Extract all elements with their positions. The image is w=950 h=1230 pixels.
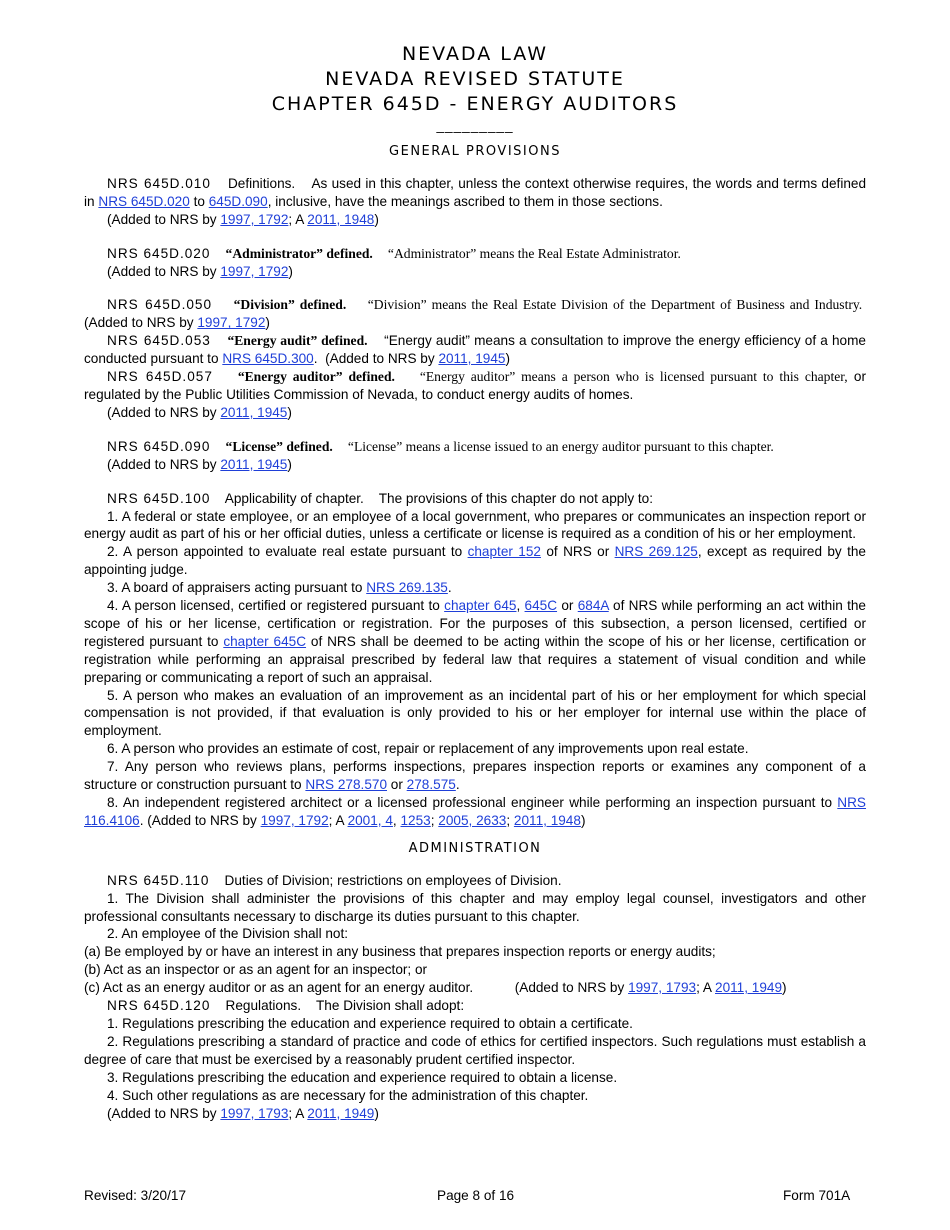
nrs-645d-057: NRS 645D.057 “Energy auditor” defined. “Energy auditor” means a person who is licensed pursuant to this chapter, or regulated by the Public Utilities Commission of Nevada, to conduct energy audits of homes. (84, 369, 866, 402)
history-645d-120: (Added to NRS by 1997, 1793; A 2011, 1949) (107, 1105, 379, 1121)
nrs-645d-120-item-1: 1. Regulations prescribing the education and experience required to obtain a certificate. (107, 1015, 633, 1031)
section-heading-administration: ADMINISTRATION (408, 840, 542, 856)
document-title (84, 42, 866, 117)
nrs-645d-053: NRS 645D.053 “Energy audit” defined. “Energy audit” means a consultation to improve the energy efficiency of a home conducted pursuant to NRS 645D.300. (Added to NRS by 2011, 1945) (84, 333, 866, 367)
link-chapter-152[interactable]: chapter 152 (467, 544, 541, 560)
history-645d-020: (Added to NRS by 1997, 1792) (107, 263, 293, 279)
nrs-645d-100-item-3: 3. A board of appraisers acting pursuant to NRS 269.135. (107, 580, 452, 596)
history-645d-057: (Added to NRS by 2011, 1945) (107, 404, 292, 420)
link-2011-1945[interactable]: 2011, 1945 (220, 404, 288, 420)
link-278-575[interactable]: 278.575 (406, 777, 456, 793)
title-line-2: NEVADA REVISED STATUTE (325, 68, 625, 90)
link-chapter-645c[interactable]: chapter 645C (223, 633, 307, 649)
nrs-645d-100-item-4: 4. A person licensed, certified or registered pursuant to chapter 645, 645C or 684A of NRS while performing an act within the scope of his or her license, certification or registration. For the purposes of this subsection, a person licensed, certified or registered pursuant to chapter 645C of NRS shall be deemed to be acting within the scope of his or her license, certification or registration while performing an appraisal prescribed by federal law that requires a statement of visual condition and while preparing or communicating a report of such an appraisal. (84, 598, 866, 685)
link-1997-1793[interactable]: 1997, 1793 (220, 1105, 289, 1121)
nrs-645d-100: NRS 645D.100 Applicability of chapter. The provisions of this chapter do not apply to: (107, 490, 654, 506)
link-645c[interactable]: 645C (524, 598, 558, 614)
footer-page-number: Page 8 of 16 (437, 1188, 515, 1203)
link-nrs-645d-300[interactable]: NRS 645D.300 (222, 351, 314, 367)
nrs-645d-100-item-6: 6. A person who provides an estimate of cost, repair or replacement of any improvements upon real estate. (107, 741, 749, 757)
link-nrs-116-4106[interactable]: NRS 116.4106 (84, 795, 866, 828)
history-645d-090: (Added to NRS by 2011, 1945) (107, 456, 292, 472)
nrs-645d-100-item-7: 7. Any person who reviews plans, performs inspections, prepares inspection reports or examines any component of a structure or construction pursuant to NRS 278.570 or 278.575. (84, 759, 866, 793)
nrs-645d-090: NRS 645D.090 “License” defined. “License” means a license issued to an energy auditor pursuant to this chapter. (107, 438, 774, 454)
nrs-645d-050: NRS 645D.050 “Division” defined. “Division” means the Real Estate Division of the Department of Business and Industry. (Added to NRS by 1997, 1792) (84, 297, 863, 331)
nrs-645d-100-item-1: 1. A federal or state employee, or an employee of a local government, who prepares or communicates an inspection report or energy audit as part of his or her official duties, unless a certificate or license is required as a condition of his or her employment. (84, 508, 866, 542)
nrs-645d-100-item-2: 2. A person appointed to evaluate real estate pursuant to chapter 152 of NRS or NRS 269.125, except as required by the appointing judge. (84, 544, 866, 578)
link-645d-090[interactable]: 645D.090 (208, 193, 268, 209)
nrs-645d-110-item-2: 2. An employee of the Division shall not: (107, 926, 349, 942)
nrs-645d-110-item-1: 1. The Division shall administer the provisions of this chapter and may employ legal counsel, investigators and other professional consultants necessary to discharge its duties pursuant to this chapter. (84, 890, 866, 924)
link-2011-1949[interactable]: 2011, 1949 (307, 1105, 375, 1121)
link-2011-1945[interactable]: 2011, 1945 (220, 456, 288, 472)
nrs-645d-110-item-b: (b) Act as an inspector or as an agent for an inspector; or (84, 962, 428, 978)
nrs-645d-120-item-4: 4. Such other regulations as are necessary for the administration of this chapter. (107, 1087, 589, 1103)
section-heading-general: GENERAL PROVISIONS (389, 144, 561, 159)
nrs-645d-020: NRS 645D.020 “Administrator” defined. “Administrator” means the Real Estate Administrator. (107, 245, 681, 261)
footer-revised: Revised: 3/20/17 (84, 1188, 187, 1203)
link-684a[interactable]: 684A (577, 598, 609, 614)
link-2001-4[interactable]: 2001, 4 (347, 812, 393, 828)
link-nrs-645d-020[interactable]: NRS 645D.020 (98, 193, 190, 209)
link-2011-1949[interactable]: 2011, 1949 (715, 980, 783, 996)
link-1997-1792[interactable]: 1997, 1792 (220, 263, 289, 279)
link-1997-1792[interactable]: 1997, 1792 (220, 211, 289, 227)
title-rule: _________ (436, 118, 514, 133)
nrs-645d-120: NRS 645D.120 Regulations. The Division shall adopt: (107, 998, 465, 1014)
link-1997-1792[interactable]: 1997, 1792 (260, 812, 329, 828)
nrs-645d-100-item-8: 8. An independent registered architect or a licensed professional engineer while performing an inspection pursuant to NRS 116.4106. (Added to NRS by 1997, 1792; A 2001, 4, 1253; 2005, 2633; 2011, 1948) (84, 795, 866, 828)
title-line-1: NEVADA LAW (401, 43, 549, 65)
document-page (84, 42, 866, 1122)
link-2011-1948[interactable]: 2011, 1948 (513, 812, 581, 828)
link-1253[interactable]: 1253 (400, 812, 431, 828)
nrs-645d-110-item-a: (a) Be employed by or have an interest in any business that prepares inspection reports or energy audits; (84, 944, 716, 960)
link-nrs-269-125[interactable]: NRS 269.125 (614, 544, 698, 560)
link-2005-2633[interactable]: 2005, 2633 (438, 812, 507, 828)
nrs-645d-110: NRS 645D.110 Duties of Division; restrictions on employees of Division. (107, 872, 562, 888)
nrs-645d-010: NRS 645D.010 Definitions. As used in this chapter, unless the context otherwise requires, the words and terms defined in NRS 645D.020 to 645D.090, inclusive, have the meanings ascribed to them in those sections. (84, 175, 867, 209)
link-nrs-269-135[interactable]: NRS 269.135 (366, 580, 448, 596)
nrs-645d-110-item-c: (c) Act as an energy auditor or as an agent for an energy auditor. (Added to NRS by 1997, 1793; A 2011, 1949) (84, 980, 787, 996)
footer-form: Form 701A (783, 1188, 851, 1203)
link-nrs-278-570[interactable]: NRS 278.570 (305, 777, 388, 793)
history-645d-010: (Added to NRS by 1997, 1792; A 2011, 1948) (107, 211, 379, 227)
link-2011-1948[interactable]: 2011, 1948 (307, 211, 375, 227)
link-chapter-645[interactable]: chapter 645 (444, 598, 517, 614)
title-line-3: CHAPTER 645D - ENERGY AUDITORS (271, 93, 679, 115)
nrs-645d-120-item-3: 3. Regulations prescribing the education and experience required to obtain a license. (107, 1069, 618, 1085)
nrs-645d-120-item-2: 2. Regulations prescribing a standard of practice and code of ethics for certified inspectors. Such regulations must establish a degree of care that must be exercised by a reasonably prudent certified inspector. (84, 1033, 866, 1067)
link-1997-1793[interactable]: 1997, 1793 (628, 980, 697, 996)
link-1997-1792[interactable]: 1997, 1792 (197, 315, 266, 331)
link-2011-1945[interactable]: 2011, 1945 (438, 351, 506, 367)
nrs-645d-100-item-5: 5. A person who makes an evaluation of an improvement as an incidental part of his or her employment for which special compensation is not provided, if that evaluation is only provided to his or her employer for internal use within the place of employment. (84, 687, 866, 739)
